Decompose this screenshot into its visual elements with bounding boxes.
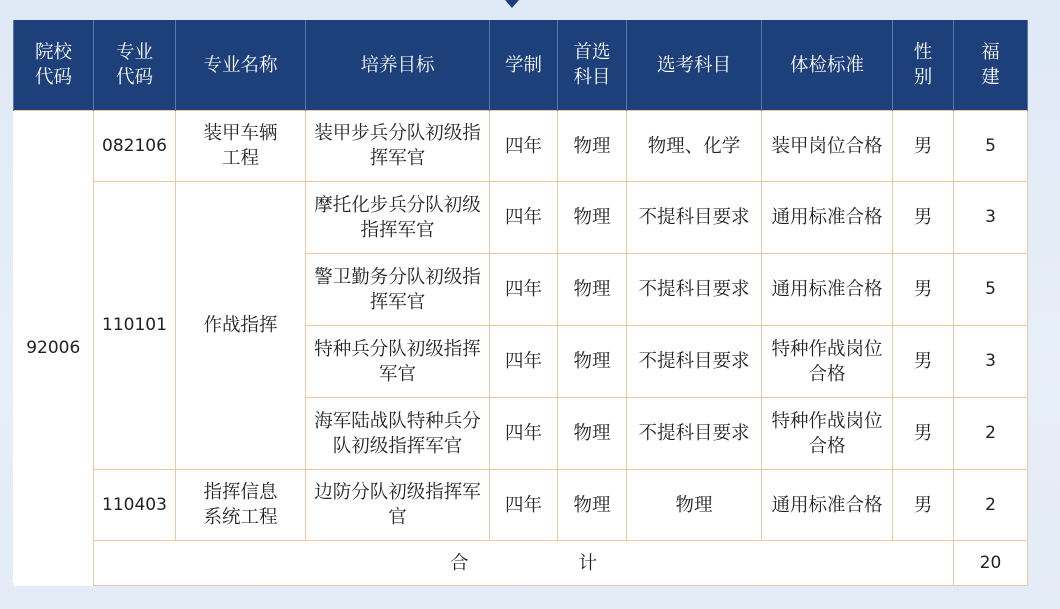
major-code-cell: 082106: [94, 111, 176, 182]
header-duration: 学制: [490, 20, 558, 111]
count-cell: 2: [954, 398, 1028, 470]
major-name-line2: 工程: [221, 148, 259, 169]
elective-cell: 不提科目要求: [627, 326, 762, 398]
total-row: [14, 541, 1028, 586]
header-goal: 培养目标: [306, 20, 490, 111]
school-code-cell: 92006: [14, 111, 94, 586]
header-first-subject-line2: 科目: [573, 67, 611, 88]
major-code-cell: 110101: [94, 182, 176, 470]
header-major-code-line1: 专业: [115, 42, 153, 63]
elective-cell: 不提科目要求: [627, 182, 762, 254]
count-cell: 5: [954, 254, 1028, 326]
header-major-name: 专业名称: [176, 20, 306, 111]
gender-cell: 男: [893, 470, 954, 541]
elective-cell: 不提科目要求: [627, 254, 762, 326]
plan-table: [13, 20, 1028, 586]
goal-cell: 装甲步兵分队初级指挥军官: [306, 111, 490, 182]
major-code-cell: 110403: [94, 470, 176, 541]
goal-cell: 特种兵分队初级指挥军官: [306, 326, 490, 398]
goal-cell: 边防分队初级指挥军官: [306, 470, 490, 541]
star-ornament: [500, 0, 524, 8]
header-fujian: [954, 20, 1028, 111]
total-value-cell: 20: [954, 541, 1028, 586]
duration-cell: 四年: [490, 326, 558, 398]
major-name-line2: 系统工程: [203, 507, 278, 528]
goal-cell: 摩托化步兵分队初级指挥军官: [306, 182, 490, 254]
first-subject-cell: 物理: [558, 182, 627, 254]
physical-cell: 特种作战岗位合格: [762, 398, 893, 470]
header-school-code-line2: 代码: [34, 67, 72, 88]
header-row: [14, 20, 1028, 111]
count-cell: 3: [954, 326, 1028, 398]
header-physical: 体检标准: [762, 20, 893, 111]
gender-cell: 男: [893, 398, 954, 470]
header-fujian-line1: 福: [981, 42, 1000, 63]
first-subject-cell: 物理: [558, 470, 627, 541]
count-cell: 3: [954, 182, 1028, 254]
table-row: [14, 182, 1028, 254]
header-first-subject-line1: 首选: [573, 42, 611, 63]
major-name-cell: 作战指挥: [176, 182, 306, 470]
header-school-code: [14, 20, 94, 111]
physical-cell: 装甲岗位合格: [762, 111, 893, 182]
first-subject-cell: 物理: [558, 111, 627, 182]
table-row: [14, 470, 1028, 541]
gender-cell: 男: [893, 182, 954, 254]
header-major-code: [94, 20, 176, 111]
header-elective: 选考科目: [627, 20, 762, 111]
physical-cell: 特种作战岗位合格: [762, 326, 893, 398]
header-fujian-line2: 建: [981, 67, 1000, 88]
gender-cell: 男: [893, 111, 954, 182]
gender-cell: 男: [893, 254, 954, 326]
physical-cell: 通用标准合格: [762, 470, 893, 541]
header-school-code-line1: 院校: [34, 42, 72, 63]
header-gender-line2: 别: [913, 67, 933, 88]
header-gender: [893, 20, 954, 111]
header-major-code-line2: 代码: [115, 67, 153, 88]
duration-cell: 四年: [490, 111, 558, 182]
first-subject-cell: 物理: [558, 326, 627, 398]
total-label-a: 合: [449, 552, 469, 574]
enrollment-plan-table: [13, 20, 1027, 583]
goal-cell: 海军陆战队特种兵分队初级指挥军官: [306, 398, 490, 470]
duration-cell: 四年: [490, 182, 558, 254]
elective-cell: 物理: [627, 470, 762, 541]
count-cell: 2: [954, 470, 1028, 541]
duration-cell: 四年: [490, 398, 558, 470]
count-cell: 5: [954, 111, 1028, 182]
table-row: [14, 111, 1028, 182]
first-subject-cell: 物理: [558, 254, 627, 326]
major-name-cell: [176, 470, 306, 541]
header-first-subject: [558, 20, 627, 111]
elective-cell: 不提科目要求: [627, 398, 762, 470]
first-subject-cell: 物理: [558, 398, 627, 470]
physical-cell: 通用标准合格: [762, 254, 893, 326]
goal-cell: 警卫勤务分队初级指挥军官: [306, 254, 490, 326]
total-label-cell: [94, 541, 954, 586]
physical-cell: 通用标准合格: [762, 182, 893, 254]
duration-cell: 四年: [490, 470, 558, 541]
header-gender-line1: 性: [913, 42, 933, 63]
major-name-cell: [176, 111, 306, 182]
gender-cell: 男: [893, 326, 954, 398]
duration-cell: 四年: [490, 254, 558, 326]
total-label-b: 计: [578, 552, 598, 574]
elective-cell: 物理、化学: [627, 111, 762, 182]
major-name-line1: 装甲车辆: [203, 123, 278, 144]
major-name-line1: 指挥信息: [203, 482, 278, 503]
